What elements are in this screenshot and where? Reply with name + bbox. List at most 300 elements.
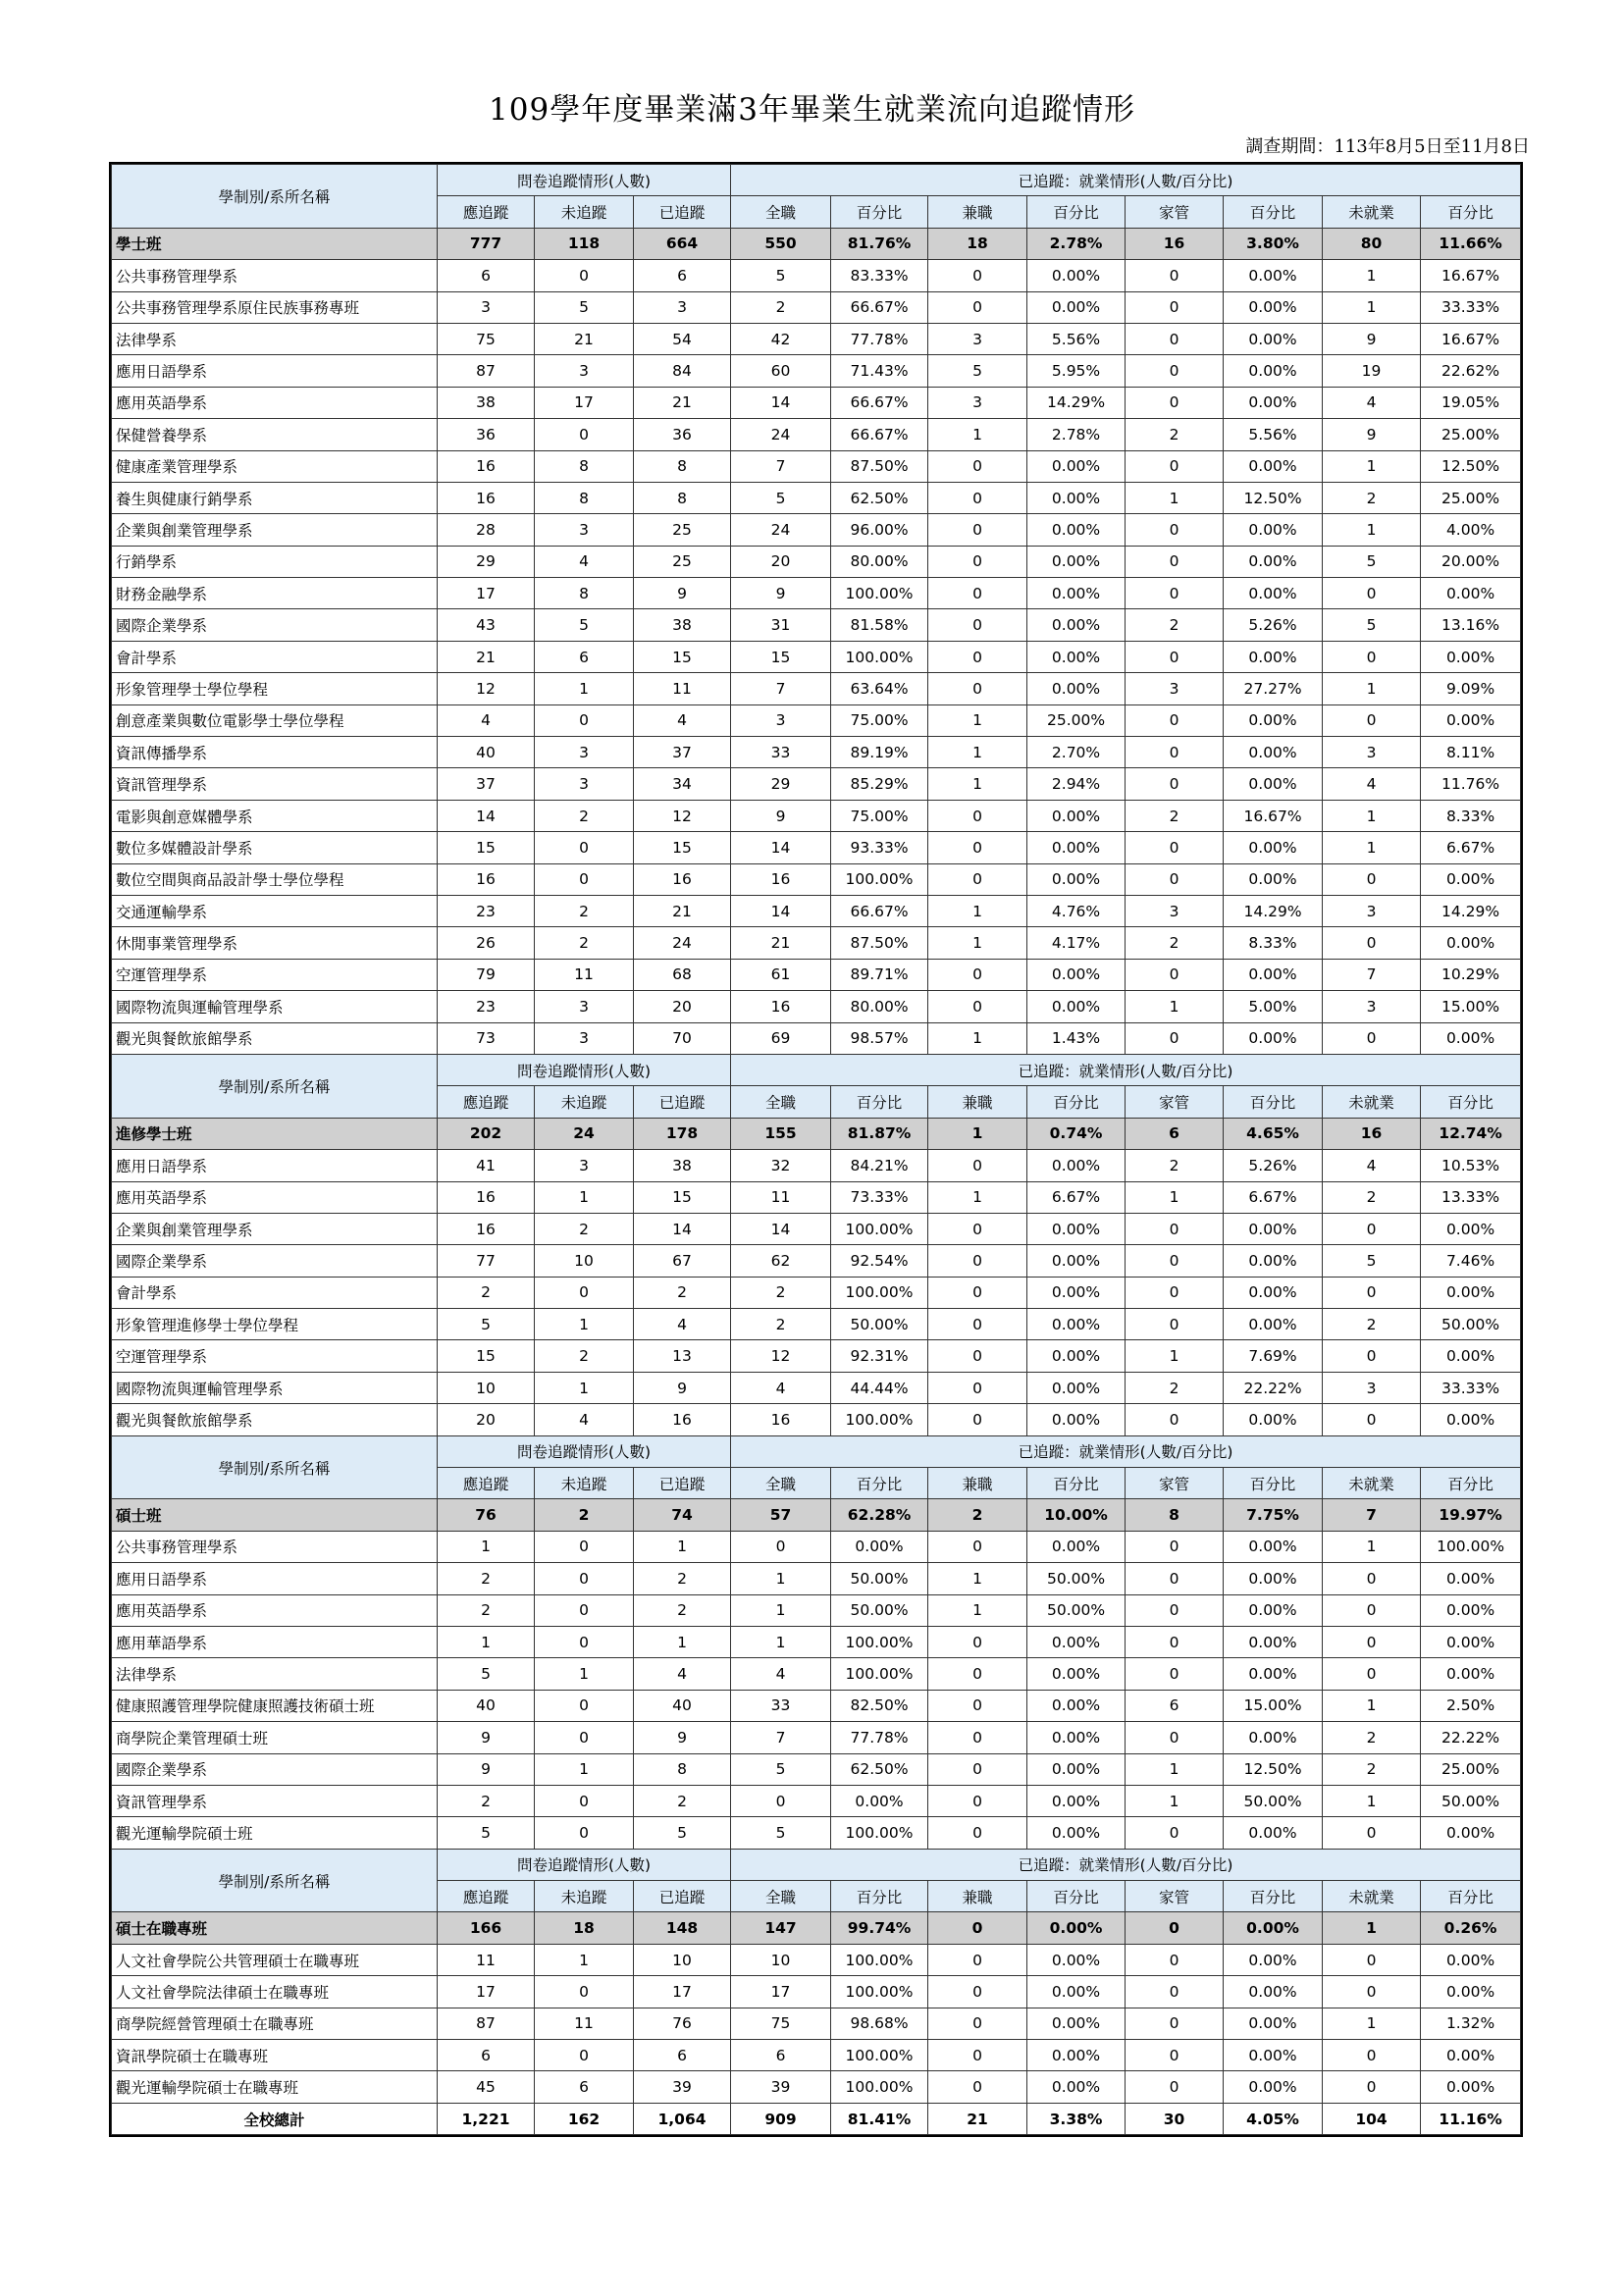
- value-cell: 8.11%: [1421, 737, 1521, 768]
- table-row: [112, 1722, 1521, 1753]
- value-cell: 0: [1126, 1944, 1224, 1975]
- value-cell: 0: [731, 1785, 831, 1816]
- value-cell: 0: [1323, 1658, 1421, 1690]
- value-cell: 0: [928, 1531, 1027, 1562]
- value-cell: 0: [1323, 1340, 1421, 1372]
- table-row: [112, 737, 1521, 768]
- value-cell: 0.00%: [1027, 1404, 1126, 1435]
- value-cell: 66.67%: [831, 291, 928, 323]
- value-cell: 9: [438, 1753, 535, 1785]
- value-cell: 4.00%: [1421, 514, 1521, 546]
- dept-name-cell: 應用英語學系: [112, 1181, 438, 1213]
- value-cell: 0.00%: [1027, 1817, 1126, 1849]
- value-cell: 0.00%: [1027, 2071, 1126, 2103]
- value-cell: 36: [634, 419, 731, 450]
- value-cell: 6: [731, 2040, 831, 2071]
- value-cell: 0: [928, 1277, 1027, 1308]
- value-cell: 2: [1126, 1150, 1224, 1181]
- header-column-cell: 應追蹤: [438, 1086, 535, 1118]
- value-cell: 99.74%: [831, 1912, 928, 1944]
- value-cell: 0: [928, 1912, 1027, 1944]
- value-cell: 0: [1126, 387, 1224, 418]
- value-cell: 0: [535, 832, 634, 863]
- dept-name-cell: 應用華語學系: [112, 1626, 438, 1657]
- value-cell: 0: [928, 450, 1027, 482]
- value-cell: 0.00%: [1027, 291, 1126, 323]
- value-cell: 50.00%: [1027, 1563, 1126, 1594]
- dept-name-cell: 國際物流與運輸管理學系: [112, 991, 438, 1022]
- table-row: [112, 927, 1521, 959]
- table-row: [112, 1309, 1521, 1340]
- value-cell: 0.00%: [1224, 1531, 1323, 1562]
- value-cell: 7.75%: [1224, 1499, 1323, 1531]
- value-cell: 0.00%: [1224, 1563, 1323, 1594]
- value-cell: 9: [1323, 419, 1421, 450]
- value-cell: 7: [1323, 959, 1421, 990]
- value-cell: 0: [1323, 1944, 1421, 1975]
- value-cell: 25: [634, 546, 731, 577]
- value-cell: 0: [928, 2040, 1027, 2071]
- value-cell: 0: [1126, 1658, 1224, 1690]
- dept-name-cell: 會計學系: [112, 1277, 438, 1308]
- value-cell: 1: [1323, 2008, 1421, 2039]
- value-cell: 0: [928, 546, 1027, 577]
- header-name-cell: 學制別/系所名稱: [112, 1849, 438, 1912]
- header-column-cell: 已追蹤: [634, 196, 731, 228]
- value-cell: 80.00%: [831, 991, 928, 1022]
- value-cell: 11.66%: [1421, 228, 1521, 259]
- value-cell: 0.00%: [1027, 991, 1126, 1022]
- dept-name-cell: 休閒事業管理學系: [112, 927, 438, 959]
- value-cell: 0: [1323, 2071, 1421, 2103]
- dept-name-cell: 公共事務管理學系原住民族事務專班: [112, 291, 438, 323]
- dept-name-cell: 國際物流與運輸管理學系: [112, 1372, 438, 1403]
- value-cell: 1: [928, 768, 1027, 800]
- value-cell: 2: [634, 1594, 731, 1626]
- value-cell: 148: [634, 1912, 731, 1944]
- header-group-survey: 問卷追蹤情形(人數): [438, 165, 731, 196]
- value-cell: 0: [535, 1594, 634, 1626]
- dept-name-cell: 人文社會學院法律碩士在職專班: [112, 1976, 438, 2008]
- value-cell: 1: [634, 1626, 731, 1657]
- header-column-cell: 百分比: [831, 1086, 928, 1118]
- value-cell: 1: [535, 1658, 634, 1690]
- value-cell: 3: [535, 514, 634, 546]
- value-cell: 1: [535, 1944, 634, 1975]
- value-cell: 40: [438, 737, 535, 768]
- value-cell: 5: [731, 1817, 831, 1849]
- value-cell: 42: [731, 323, 831, 354]
- value-cell: 40: [438, 1690, 535, 1721]
- value-cell: 1: [928, 419, 1027, 450]
- value-cell: 0.00%: [1224, 260, 1323, 291]
- value-cell: 15: [634, 641, 731, 672]
- table-row: [112, 768, 1521, 800]
- value-cell: 4: [1323, 387, 1421, 418]
- value-cell: 0: [928, 1658, 1027, 1690]
- value-cell: 0.00%: [1027, 1213, 1126, 1244]
- value-cell: 5: [438, 1817, 535, 1849]
- value-cell: 0.00%: [1224, 355, 1323, 387]
- value-cell: 6: [438, 260, 535, 291]
- value-cell: 15: [438, 1340, 535, 1372]
- value-cell: 0.00%: [1421, 2040, 1521, 2071]
- dept-name-cell: 法律學系: [112, 1658, 438, 1690]
- header-group-employment: 已追蹤：就業情形(人數/百分比): [731, 1849, 1521, 1880]
- value-cell: 89.71%: [831, 959, 928, 990]
- value-cell: 3: [535, 355, 634, 387]
- header-column-cell: 兼職: [928, 1086, 1027, 1118]
- value-cell: 0.00%: [1224, 1022, 1323, 1054]
- value-cell: 100.00%: [831, 641, 928, 672]
- value-cell: 75.00%: [831, 800, 928, 831]
- value-cell: 30: [1126, 2103, 1224, 2134]
- value-cell: 100.00%: [1421, 1531, 1521, 1562]
- value-cell: 21: [535, 323, 634, 354]
- value-cell: 2: [535, 800, 634, 831]
- value-cell: 29: [731, 768, 831, 800]
- value-cell: 84.21%: [831, 1150, 928, 1181]
- table-row: [112, 387, 1521, 418]
- header-row-groups: [112, 1435, 1521, 1467]
- value-cell: 50.00%: [1027, 1594, 1126, 1626]
- value-cell: 0: [1323, 2040, 1421, 2071]
- value-cell: 0.00%: [1421, 1213, 1521, 1244]
- value-cell: 0: [928, 482, 1027, 513]
- value-cell: 0: [1323, 704, 1421, 736]
- dept-name-cell: 商學院經營管理碩士在職專班: [112, 2008, 438, 2039]
- value-cell: 3: [1323, 737, 1421, 768]
- value-cell: 0: [1126, 578, 1224, 609]
- table-row: [112, 291, 1521, 323]
- value-cell: 0: [535, 1277, 634, 1308]
- value-cell: 77: [438, 1245, 535, 1277]
- table-row: [112, 832, 1521, 863]
- dept-name-cell: 碩士在職專班: [112, 1912, 438, 1944]
- value-cell: 5.56%: [1224, 419, 1323, 450]
- value-cell: 4: [634, 1309, 731, 1340]
- value-cell: 12.74%: [1421, 1118, 1521, 1149]
- value-cell: 0.00%: [1027, 482, 1126, 513]
- value-cell: 0.00%: [1027, 450, 1126, 482]
- value-cell: 2: [535, 1340, 634, 1372]
- value-cell: 5.26%: [1224, 609, 1323, 641]
- value-cell: 0: [928, 1309, 1027, 1340]
- header-column-cell: 兼職: [928, 1881, 1027, 1912]
- value-cell: 22.22%: [1421, 1722, 1521, 1753]
- value-cell: 0.00%: [1421, 1340, 1521, 1372]
- value-cell: 2: [1323, 1722, 1421, 1753]
- value-cell: 87.50%: [831, 450, 928, 482]
- value-cell: 1: [634, 1531, 731, 1562]
- value-cell: 1,064: [634, 2103, 731, 2134]
- value-cell: 38: [634, 1150, 731, 1181]
- value-cell: 100.00%: [831, 578, 928, 609]
- value-cell: 0.00%: [1027, 1658, 1126, 1690]
- table-row: [112, 895, 1521, 926]
- header-column-cell: 百分比: [1421, 196, 1521, 228]
- value-cell: 0.00%: [1421, 1277, 1521, 1308]
- value-cell: 4: [1323, 768, 1421, 800]
- value-cell: 44.44%: [831, 1372, 928, 1403]
- value-cell: 36: [438, 419, 535, 450]
- header-row-groups: [112, 165, 1521, 196]
- value-cell: 3: [1126, 895, 1224, 926]
- header-name-cell: 學制別/系所名稱: [112, 165, 438, 229]
- dept-name-cell: 交通運輸學系: [112, 895, 438, 926]
- table-row: [112, 1785, 1521, 1816]
- value-cell: 3: [535, 737, 634, 768]
- value-cell: 2: [1323, 1181, 1421, 1213]
- value-cell: 16.67%: [1421, 260, 1521, 291]
- value-cell: 8.33%: [1224, 927, 1323, 959]
- value-cell: 1: [1323, 1531, 1421, 1562]
- value-cell: 0.00%: [1027, 1245, 1126, 1277]
- value-cell: 2: [1323, 1753, 1421, 1785]
- value-cell: 16: [731, 863, 831, 895]
- value-cell: 11: [731, 1181, 831, 1213]
- table-row: [112, 323, 1521, 354]
- value-cell: 14: [438, 800, 535, 831]
- value-cell: 664: [634, 228, 731, 259]
- value-cell: 6: [438, 2040, 535, 2071]
- header-group-survey: 問卷追蹤情形(人數): [438, 1054, 731, 1085]
- value-cell: 0: [535, 260, 634, 291]
- value-cell: 0: [1126, 1022, 1224, 1054]
- value-cell: 1: [1323, 1690, 1421, 1721]
- section-summary-row: [112, 228, 1521, 259]
- value-cell: 0.00%: [1224, 2040, 1323, 2071]
- header-group-survey: 問卷追蹤情形(人數): [438, 1849, 731, 1880]
- value-cell: 15: [634, 1181, 731, 1213]
- header-column-cell: 全職: [731, 1468, 831, 1499]
- value-cell: 17: [438, 578, 535, 609]
- value-cell: 0: [928, 641, 1027, 672]
- header-column-cell: 百分比: [1027, 196, 1126, 228]
- value-cell: 0: [1126, 1594, 1224, 1626]
- value-cell: 7: [1323, 1499, 1421, 1531]
- value-cell: 8: [634, 1753, 731, 1785]
- value-cell: 8: [634, 450, 731, 482]
- value-cell: 0.00%: [1224, 1309, 1323, 1340]
- header-group-survey: 問卷追蹤情形(人數): [438, 1435, 731, 1467]
- value-cell: 4: [438, 704, 535, 736]
- value-cell: 24: [731, 514, 831, 546]
- value-cell: 3: [928, 323, 1027, 354]
- value-cell: 66.67%: [831, 387, 928, 418]
- value-cell: 6: [535, 641, 634, 672]
- value-cell: 89.19%: [831, 737, 928, 768]
- value-cell: 4.05%: [1224, 2103, 1323, 2134]
- value-cell: 77.78%: [831, 323, 928, 354]
- value-cell: 0.00%: [1421, 1404, 1521, 1435]
- value-cell: 21: [634, 387, 731, 418]
- value-cell: 3: [1323, 1372, 1421, 1403]
- value-cell: 0: [1126, 2040, 1224, 2071]
- value-cell: 3: [438, 291, 535, 323]
- value-cell: 8: [535, 450, 634, 482]
- value-cell: 50.00%: [1421, 1309, 1521, 1340]
- table-row: [112, 991, 1521, 1022]
- value-cell: 0.00%: [1224, 1817, 1323, 1849]
- dept-name-cell: 觀光運輸學院碩士班: [112, 1817, 438, 1849]
- value-cell: 4: [731, 1372, 831, 1403]
- value-cell: 66.67%: [831, 419, 928, 450]
- value-cell: 68: [634, 959, 731, 990]
- section-summary-row: [112, 1499, 1521, 1531]
- table-row: [112, 514, 1521, 546]
- value-cell: 0: [928, 1245, 1027, 1277]
- value-cell: 1: [928, 737, 1027, 768]
- value-cell: 0: [1323, 1277, 1421, 1308]
- value-cell: 16.67%: [1224, 800, 1323, 831]
- value-cell: 2: [1126, 927, 1224, 959]
- value-cell: 1: [1323, 800, 1421, 831]
- value-cell: 9: [731, 800, 831, 831]
- value-cell: 3: [535, 1022, 634, 1054]
- value-cell: 5: [928, 355, 1027, 387]
- value-cell: 0.00%: [1224, 546, 1323, 577]
- value-cell: 0.00%: [1027, 1372, 1126, 1403]
- value-cell: 0.00%: [1027, 1531, 1126, 1562]
- value-cell: 0: [731, 1531, 831, 1562]
- value-cell: 0: [928, 260, 1027, 291]
- value-cell: 155: [731, 1118, 831, 1149]
- dept-name-cell: 商學院企業管理碩士班: [112, 1722, 438, 1753]
- value-cell: 0: [535, 1563, 634, 1594]
- value-cell: 3.38%: [1027, 2103, 1126, 2134]
- value-cell: 2: [438, 1785, 535, 1816]
- table-row: [112, 1181, 1521, 1213]
- value-cell: 16: [438, 482, 535, 513]
- value-cell: 0: [1126, 832, 1224, 863]
- value-cell: 6: [634, 2040, 731, 2071]
- value-cell: 73: [438, 1022, 535, 1054]
- value-cell: 62.28%: [831, 1499, 928, 1531]
- value-cell: 0.00%: [1224, 704, 1323, 736]
- value-cell: 0.00%: [1027, 260, 1126, 291]
- value-cell: 2: [731, 1277, 831, 1308]
- value-cell: 0.00%: [1224, 1594, 1323, 1626]
- value-cell: 2.94%: [1027, 768, 1126, 800]
- dept-name-cell: 形象管理進修學士學位學程: [112, 1309, 438, 1340]
- header-name-cell: 學制別/系所名稱: [112, 1054, 438, 1118]
- value-cell: 0: [928, 1785, 1027, 1816]
- employment-table: [111, 164, 1521, 2135]
- value-cell: 0: [1126, 1563, 1224, 1594]
- value-cell: 31: [731, 609, 831, 641]
- dept-name-cell: 資訊管理學系: [112, 768, 438, 800]
- value-cell: 3: [1126, 673, 1224, 704]
- table-row: [112, 1213, 1521, 1244]
- value-cell: 0: [535, 1626, 634, 1657]
- value-cell: 0.00%: [1027, 832, 1126, 863]
- value-cell: 5.56%: [1027, 323, 1126, 354]
- value-cell: 0: [928, 1976, 1027, 2008]
- value-cell: 0: [535, 1976, 634, 2008]
- value-cell: 1: [1323, 832, 1421, 863]
- value-cell: 0: [928, 1817, 1027, 1849]
- value-cell: 5: [438, 1658, 535, 1690]
- page-title: 109學年度畢業滿3年畢業生就業流向追蹤情形: [489, 92, 1135, 128]
- value-cell: 0.00%: [1421, 1658, 1521, 1690]
- value-cell: 5.00%: [1224, 991, 1323, 1022]
- value-cell: 75: [731, 2008, 831, 2039]
- value-cell: 0.00%: [1224, 1944, 1323, 1975]
- value-cell: 62: [731, 1245, 831, 1277]
- value-cell: 11.76%: [1421, 768, 1521, 800]
- value-cell: 0.00%: [1027, 673, 1126, 704]
- table-row: [112, 1340, 1521, 1372]
- value-cell: 0.00%: [1224, 2071, 1323, 2103]
- table-row: [112, 1690, 1521, 1721]
- value-cell: 0.00%: [1027, 1309, 1126, 1340]
- value-cell: 0.00%: [1421, 1022, 1521, 1054]
- value-cell: 81.76%: [831, 228, 928, 259]
- value-cell: 1: [928, 1118, 1027, 1149]
- value-cell: 0.00%: [1224, 1912, 1323, 1944]
- value-cell: 100.00%: [831, 1213, 928, 1244]
- value-cell: 33: [731, 737, 831, 768]
- value-cell: 76: [438, 1499, 535, 1531]
- value-cell: 2.78%: [1027, 419, 1126, 450]
- value-cell: 0: [928, 1944, 1027, 1975]
- value-cell: 5: [731, 260, 831, 291]
- header-column-cell: 未追蹤: [535, 1881, 634, 1912]
- value-cell: 14.29%: [1224, 895, 1323, 926]
- value-cell: 50.00%: [831, 1563, 928, 1594]
- value-cell: 909: [731, 2103, 831, 2134]
- value-cell: 85.29%: [831, 768, 928, 800]
- value-cell: 20: [731, 546, 831, 577]
- value-cell: 10: [438, 1372, 535, 1403]
- value-cell: 0.00%: [1224, 450, 1323, 482]
- table-row: [112, 609, 1521, 641]
- value-cell: 0: [928, 1340, 1027, 1372]
- value-cell: 3: [928, 387, 1027, 418]
- value-cell: 82.50%: [831, 1690, 928, 1721]
- dept-name-cell: 財務金融學系: [112, 578, 438, 609]
- value-cell: 0: [535, 704, 634, 736]
- dept-name-cell: 公共事務管理學系: [112, 260, 438, 291]
- value-cell: 0.00%: [1027, 609, 1126, 641]
- table-row: [112, 1944, 1521, 1975]
- value-cell: 0.00%: [1224, 641, 1323, 672]
- value-cell: 0.00%: [1027, 1753, 1126, 1785]
- value-cell: 9: [634, 1722, 731, 1753]
- value-cell: 0.00%: [1224, 1976, 1323, 2008]
- value-cell: 50.00%: [1224, 1785, 1323, 1816]
- table-row: [112, 1817, 1521, 1849]
- value-cell: 16: [438, 450, 535, 482]
- value-cell: 98.57%: [831, 1022, 928, 1054]
- value-cell: 0.00%: [1027, 2008, 1126, 2039]
- value-cell: 0: [928, 1690, 1027, 1721]
- value-cell: 0.00%: [1027, 1912, 1126, 1944]
- dept-name-cell: 國際企業學系: [112, 1753, 438, 1785]
- value-cell: 62.50%: [831, 1753, 928, 1785]
- value-cell: 26: [438, 927, 535, 959]
- table-row: [112, 1022, 1521, 1054]
- header-column-cell: 未追蹤: [535, 1086, 634, 1118]
- table-row: [112, 1277, 1521, 1308]
- value-cell: 10.53%: [1421, 1150, 1521, 1181]
- header-column-cell: 百分比: [831, 1468, 928, 1499]
- value-cell: 8: [634, 482, 731, 513]
- header-column-cell: 應追蹤: [438, 1881, 535, 1912]
- value-cell: 1: [438, 1531, 535, 1562]
- value-cell: 5: [731, 1753, 831, 1785]
